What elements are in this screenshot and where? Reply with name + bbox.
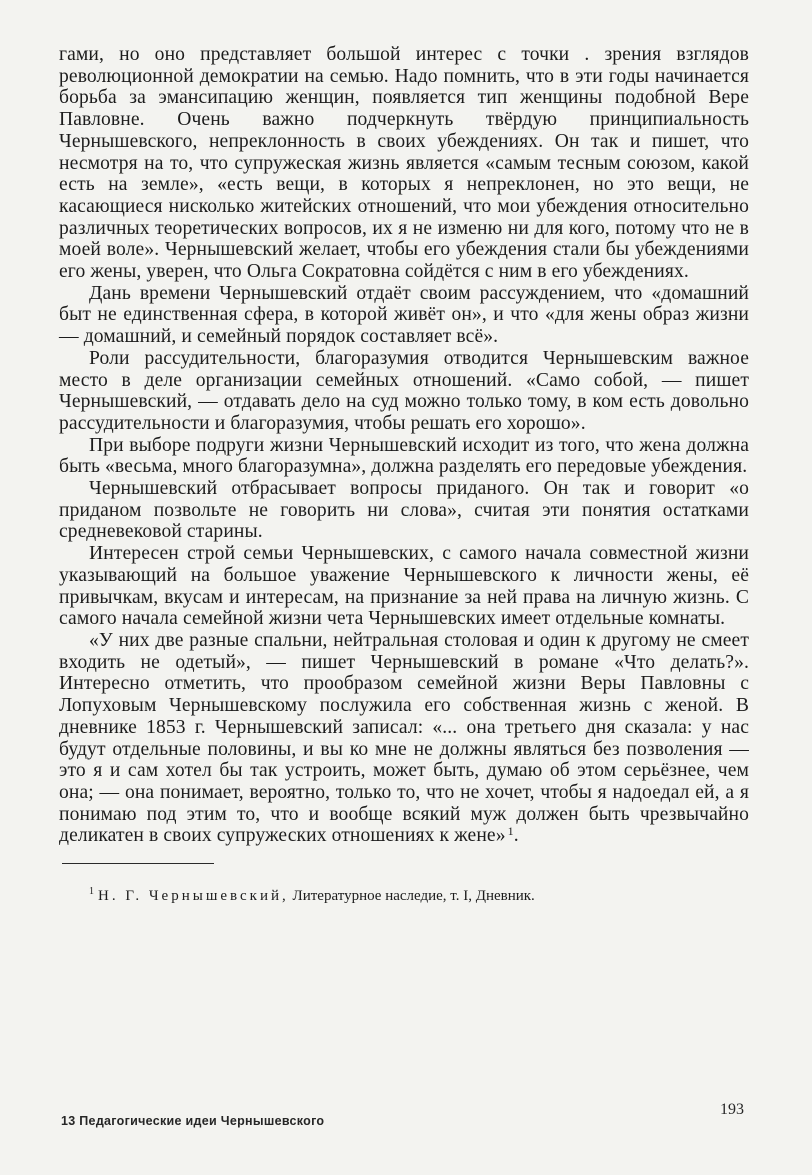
footnote-reference: 1 bbox=[507, 824, 514, 839]
paragraph-4: При выборе подруги жизни Чернышевский исходит из того, что жена должна быть «весьма, много благоразумна», должна разделять его передовые убеждения. bbox=[59, 434, 749, 478]
paragraph-7: «У них две разные спальни, нейтральная столовая и один к другому не смеет входить не одетый», — пишет Чернышевский в романе «Что делать?». Интересно отметить, что прообразом семейной жизни Веры Павловны с Лопуховым Чернышевскому послужила его собственная жизнь с женой. В дневнике 1853 г. Чернышевский записал: «... она третьего дня сказала: у нас будут отдельные половины, и вы ко мне не должны являться без позволения — это я и сам хотел бы так устроить, может быть, думаю об этом серьёзнее, чем она; — она понимает, вероятно, только то, что не хочет, чтобы я надоедал ей, а я понимаю под этим то, что и вообще всякий муж должен быть чрезвычайно деликатен в своих супружеских отношениях к жене» $^1$. bbox=[59, 629, 749, 847]
paragraph-3: Роли рассудительности, благоразумия отводится Чернышевским важное место в деле организации семейных отношений. «Само собой, — пишет Чернышевский, — отдавать дело на суд можно только тому, в ком есть довольно рассудительности и благоразумия, чтобы решать его хорошо». bbox=[59, 347, 749, 434]
page-number: 193 bbox=[720, 1101, 744, 1118]
footnote-author: Н. Г. Чернышевский, bbox=[98, 888, 289, 905]
footnote bbox=[89, 883, 749, 905]
paragraph-2: Дань времени Чернышевский отдаёт своим рассуждением, что «домашний быт не единственная сфера, в которой живёт он», и что «для жены образ жизни — домашний, и семейный порядок составляет всё». bbox=[59, 282, 749, 348]
page-content bbox=[59, 44, 749, 905]
paragraph-7-text: «У них две разные спальни, нейтральная столовая и один к другому не смеет входить не одетый», — пишет Чернышевский в романе «Что делать?». Интересно отметить, что прообразом семейной жизни Веры Павловны с Лопуховым Чернышевскому послужила его собственная жизнь с женой. В дневнике 1853 г. Чернышевский записал: «... она третьего дня сказала: у нас будут отдельные половины, и вы ко мне не должны являться без позволения — это я и сам хотел бы так устроить, может быть, думаю об этом серьёзнее, чем она; — она понимает, вероятно, только то, что не хочет, чтобы я надоедал ей, а я понимаю под этим то, что и вообще всякий муж должен быть чрезвычайно деликатен в своих супружеских отношениях к жене» bbox=[59, 629, 749, 847]
paragraph-5: Чернышевский отбрасывает вопросы приданого. Он так и говорит «о приданом позвольте не говорить ни слова», считая эти понятия остатками средневековой старины. bbox=[59, 478, 749, 543]
footnote-divider bbox=[62, 863, 214, 864]
paragraph-1: гами, но оно представляет большой интерес с точки . зрения взглядов революционной демократии на семью. Надо помнить, что в эти годы начинается борьба за эмансипацию женщин, появляется тип женщины подобной Вере Павловне. Очень важно подчеркнуть твёрдую принципиальность Чернышевского, непреклонность в своих убеждениях. Он так и пишет, что несмотря на то, что супружеская жизнь является «самым тесным союзом, какой есть на земле», «есть вещи, в которых я непреклонен, но это вещи, не касающиеся нисколько житейских отношений, что мои убеждения относительно различных теоретических вопросов, их я не изменю ни для кого, потому что не в моей воле». Чернышевский желает, чтобы его убеждения стали бы убеждениями его жены, уверен, что Ольга Сократовна сойдётся с ним в его убеждениях. bbox=[59, 44, 749, 283]
paragraph-6: Интересен строй семьи Чернышевских, с самого начала совместной жизни указывающий на большое уважение Чернышевского к личности жены, её привычкам, вкусам и интересам, на признание за ней права на личную жизнь. С самого начала семейной жизни чета Чернышевских имеет отдельные комнаты. bbox=[59, 543, 749, 630]
footnote-number: 1 bbox=[89, 886, 94, 898]
printer-signature: 13 Педагогические идеи Чернышевского bbox=[61, 1114, 325, 1128]
body-text bbox=[59, 44, 749, 847]
footnote-text: Литературное наследие, т. I, Дневник. bbox=[292, 888, 535, 905]
